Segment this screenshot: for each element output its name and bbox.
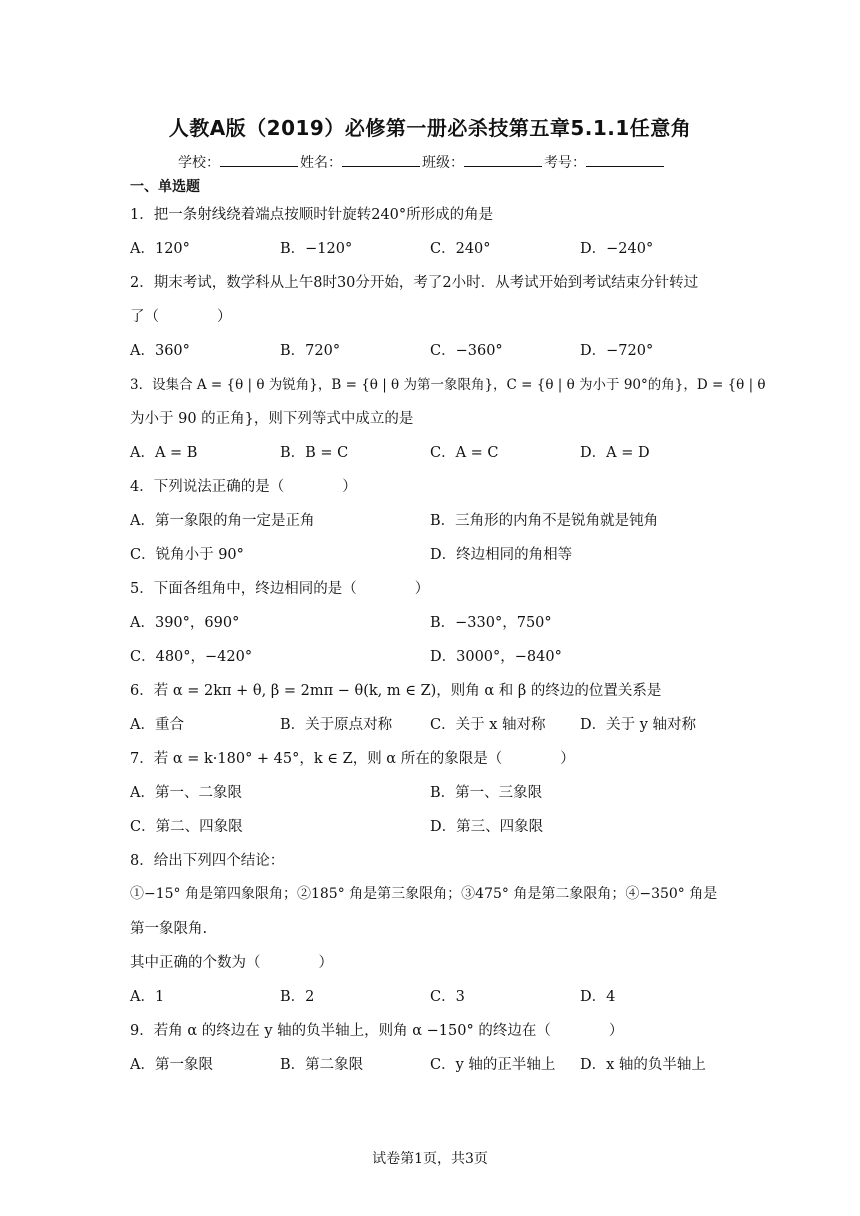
question-9-option-b: B．第二象限 — [280, 1057, 364, 1073]
question-8-option-c: C．3 — [430, 989, 465, 1005]
question-4-option-a: A．第一象限的角一定是正角 — [130, 513, 315, 529]
question-8-option-d: D．4 — [580, 989, 616, 1005]
question-7-option-b: B．第一、三象限 — [430, 785, 543, 801]
question-9-option-a: A．第一象限 — [130, 1057, 213, 1073]
page-title: 人教A版（2019）必修第一册必杀技第五章5.1.1任意角 — [168, 116, 692, 140]
question-1-option-c: C．240° — [430, 241, 491, 257]
question-6-option-d: D．关于 y 轴对称 — [580, 717, 697, 733]
question-2-option-c: C．−360° — [430, 343, 503, 359]
class-blank — [464, 153, 542, 167]
question-5-text: 5．下面各组角中，终边相同的是（ ） — [130, 581, 430, 597]
question-4-option-c: C．锐角小于 90° — [130, 547, 244, 563]
question-6-option-b: B．关于原点对称 — [280, 717, 393, 733]
question-3-option-b: B．B = C — [280, 445, 349, 461]
question-7-option-a: A．第一、二象限 — [130, 785, 242, 801]
question-5-option-a: A．390°，690° — [130, 615, 240, 631]
question-6-option-a: A．重合 — [130, 717, 184, 733]
question-5-option-b: B．−330°，750° — [430, 615, 552, 631]
question-3-option-a: A．A = B — [130, 445, 198, 461]
question-4-text: 4．下列说法正确的是（ ） — [130, 479, 357, 495]
question-9-option-c: C．y 轴的正半轴上 — [430, 1057, 556, 1073]
school-label: 学校： — [178, 155, 220, 171]
question-1-text: 1．把一条射线绕着端点按顺时针旋转240°所形成的角是 — [130, 207, 494, 223]
question-6-option-c: C．关于 x 轴对称 — [430, 717, 546, 733]
question-4-option-d: D．终边相同的角相等 — [430, 547, 573, 563]
question-8-option-b: B．2 — [280, 989, 315, 1005]
question-2-option-d: D．−720° — [580, 343, 654, 359]
question-6-text: 6．若 α = 2kπ + θ, β = 2mπ − θ(k, m ∈ Z)，则角 α 和 β 的终边的位置关系是 — [130, 683, 662, 699]
question-3-option-d: D．A = D — [580, 445, 650, 461]
section-heading: 一、单选题 — [130, 179, 200, 195]
student-info-row — [178, 152, 666, 172]
question-5-option-d: D．3000°，−840° — [430, 649, 562, 665]
name-blank — [342, 153, 420, 167]
question-2-option-b: B．720° — [280, 343, 341, 359]
question-7-option-d: D．第三、四象限 — [430, 819, 544, 835]
question-5-option-c: C．480°，−420° — [130, 649, 253, 665]
question-8-prompt: 其中正确的个数为（ ） — [130, 955, 333, 971]
question-1-option-b: B．−120° — [280, 241, 353, 257]
question-7-option-c: C．第二、四象限 — [130, 819, 243, 835]
question-3-text: 3．设集合 A = {θ | θ 为锐角}，B = {θ | θ 为第一象限角}，C = {θ | θ 为小于 90°的角}，D = {θ | θ — [130, 377, 766, 393]
question-2-text-cont: 了（ ） — [130, 309, 232, 325]
question-9-option-d: D．x 轴的负半轴上 — [580, 1057, 706, 1073]
exam-no-blank — [586, 153, 664, 167]
question-1-option-a: A．120° — [130, 241, 190, 257]
question-2-option-a: A．360° — [130, 343, 190, 359]
question-3-text-cont: 为小于 90 的正角}，则下列等式中成立的是 — [130, 411, 414, 427]
question-9-text: 9．若角 α 的终边在 y 轴的负半轴上，则角 α −150° 的终边在（ ） — [130, 1023, 624, 1039]
question-8-statements-cont: 第一象限角. — [130, 921, 208, 937]
question-8-option-a: A．1 — [130, 989, 165, 1005]
question-4-option-b: B．三角形的内角不是锐角就是钝角 — [430, 513, 659, 529]
question-1-option-d: D．−240° — [580, 241, 654, 257]
question-8-statements: ①−15° 角是第四象限角；②185° 角是第三象限角；③475° 角是第二象限角；④−350° 角是 — [130, 886, 718, 902]
question-3-option-c: C．A = C — [430, 445, 499, 461]
question-8-text: 8．给出下列四个结论： — [130, 853, 285, 869]
exam-no-label: 考号： — [544, 155, 586, 171]
question-7-text: 7．若 α = k·180° + 45°，k ∈ Z，则 α 所在的象限是（ ） — [130, 751, 575, 767]
class-label: 班级： — [422, 155, 464, 171]
question-2-text: 2．期末考试，数学科从上午8时30分开始，考了2小时．从考试开始到考试结束分针转过 — [130, 275, 699, 291]
name-label: 姓名： — [300, 155, 342, 171]
school-blank — [220, 153, 298, 167]
page-footer: 试卷第1页，共3页 — [372, 1151, 488, 1167]
